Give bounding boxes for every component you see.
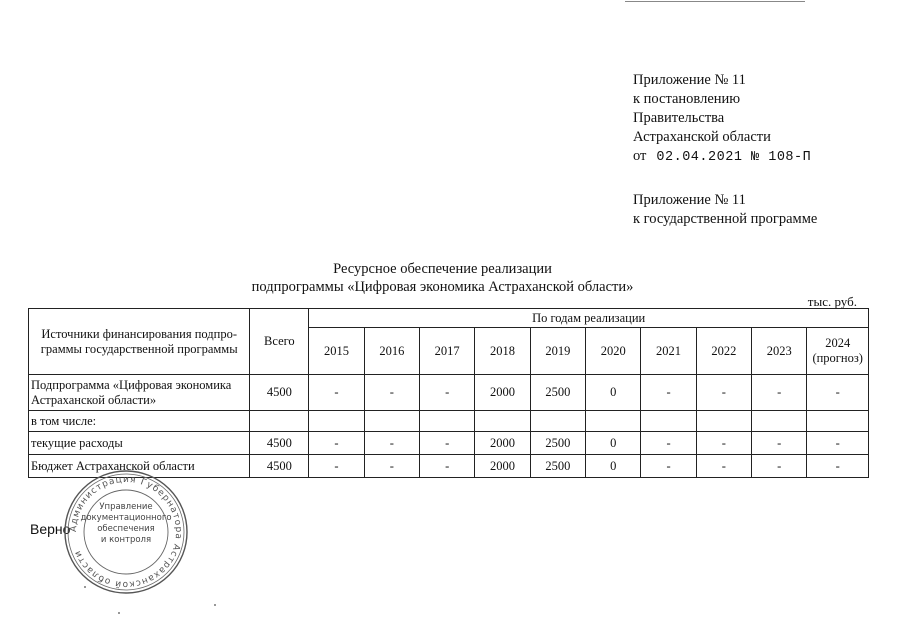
stamp-line-1: Управление [99, 502, 153, 512]
document-title [150, 260, 735, 296]
appendix-decree-number: Приложение № 11 [633, 72, 746, 88]
appendix-decree-block [633, 71, 811, 167]
funding-table [28, 308, 869, 478]
cell-value: - [364, 455, 419, 478]
table-row-including [29, 411, 869, 432]
cell-value: - [752, 375, 807, 411]
header-year: 2018 [475, 328, 530, 375]
cell-value [364, 411, 419, 432]
stamp-line-4: и контроля [100, 535, 152, 545]
appendix-program-block [633, 191, 817, 229]
header-year: 2020 [586, 328, 641, 375]
appendix-decree-government: Правительства [633, 110, 725, 126]
cell-value: - [309, 375, 364, 411]
header-year: 2022 [696, 328, 751, 375]
cell-value: - [420, 375, 475, 411]
appendix-program-number: Приложение № 11 [633, 192, 746, 208]
cell-value: - [641, 432, 696, 455]
official-stamp [62, 468, 190, 596]
header-year: 2017 [420, 328, 475, 375]
cell-value [530, 411, 585, 432]
header-year: 2021 [641, 328, 696, 375]
cell-value: - [752, 432, 807, 455]
cell-value: - [807, 455, 869, 478]
row-label: текущие расходы [29, 432, 250, 455]
table-row-current-expenses [29, 432, 869, 455]
header-year: 2015 [309, 328, 364, 375]
decree-date-number: 02.04.2021 № 108-П [656, 150, 812, 165]
cell-value [586, 411, 641, 432]
scan-speck [84, 586, 86, 588]
cell-value: 0 [586, 455, 641, 478]
cell-value: - [420, 455, 475, 478]
certification-label: Верно [30, 521, 71, 537]
cell-value [807, 411, 869, 432]
cell-value [752, 411, 807, 432]
cell-value: - [309, 455, 364, 478]
cell-value: - [696, 432, 751, 455]
units-label: тыс. руб. [807, 294, 857, 309]
header-years-group: По годам реализации [309, 309, 869, 328]
cell-value: - [364, 375, 419, 411]
stamp-inner-text [62, 502, 190, 546]
row-label: Подпрограмма «Цифровая экономика Астраханской области» [29, 375, 250, 411]
cell-value [309, 411, 364, 432]
row-label: Бюджет Астраханской области [29, 455, 250, 478]
cell-value: 2000 [475, 432, 530, 455]
cell-value: - [807, 375, 869, 411]
cell-value: 0 [586, 432, 641, 455]
cell-value: - [696, 375, 751, 411]
cell-value: - [807, 432, 869, 455]
cell-value: - [420, 432, 475, 455]
row-total: 4500 [250, 375, 309, 411]
cell-value: 2500 [530, 455, 585, 478]
document-title-line-2: подпрограммы «Цифровая экономика Астраханской области» [251, 279, 634, 295]
cell-value: - [309, 432, 364, 455]
scan-speck [118, 612, 120, 614]
cell-value [420, 411, 475, 432]
stamp-line-3: обеспечения [97, 524, 155, 534]
cell-value: - [696, 455, 751, 478]
scan-speck [214, 604, 216, 606]
row-total: 4500 [250, 455, 309, 478]
appendix-decree-date-line [633, 147, 811, 167]
appendix-decree-to: к постановлению [633, 91, 741, 107]
row-label: в том числе: [29, 411, 250, 432]
cell-value: 2000 [475, 455, 530, 478]
cell-value [641, 411, 696, 432]
table-row-subprogram [29, 375, 869, 411]
stamp-line-2: документационного [80, 513, 172, 523]
cell-value [475, 411, 530, 432]
appendix-decree-region: Астраханской области [633, 129, 771, 145]
top-edge-rule [625, 1, 805, 2]
cell-value: - [641, 455, 696, 478]
header-year-forecast: 2024 (прогноз) [807, 328, 869, 375]
header-total: Всего [250, 309, 309, 375]
header-year: 2019 [530, 328, 585, 375]
cell-value: - [641, 375, 696, 411]
appendix-program-to: к государственной программе [633, 211, 818, 227]
cell-value: 2500 [530, 375, 585, 411]
row-total: 4500 [250, 432, 309, 455]
cell-value: - [752, 455, 807, 478]
cell-value: - [364, 432, 419, 455]
header-funding-source: Источники финансирования подпро-граммы государственной программы [29, 309, 250, 375]
header-year: 2016 [364, 328, 419, 375]
stamp-ring-text: Администрация Губернатора Астраханской области [68, 474, 184, 590]
date-prefix: от [633, 148, 647, 164]
cell-value [696, 411, 751, 432]
cell-value: 2000 [475, 375, 530, 411]
cell-value: 0 [586, 375, 641, 411]
cell-value: 2500 [530, 432, 585, 455]
row-total [250, 411, 309, 432]
document-title-line-1: Ресурсное обеспечение реализации [333, 261, 552, 277]
header-year: 2023 [752, 328, 807, 375]
